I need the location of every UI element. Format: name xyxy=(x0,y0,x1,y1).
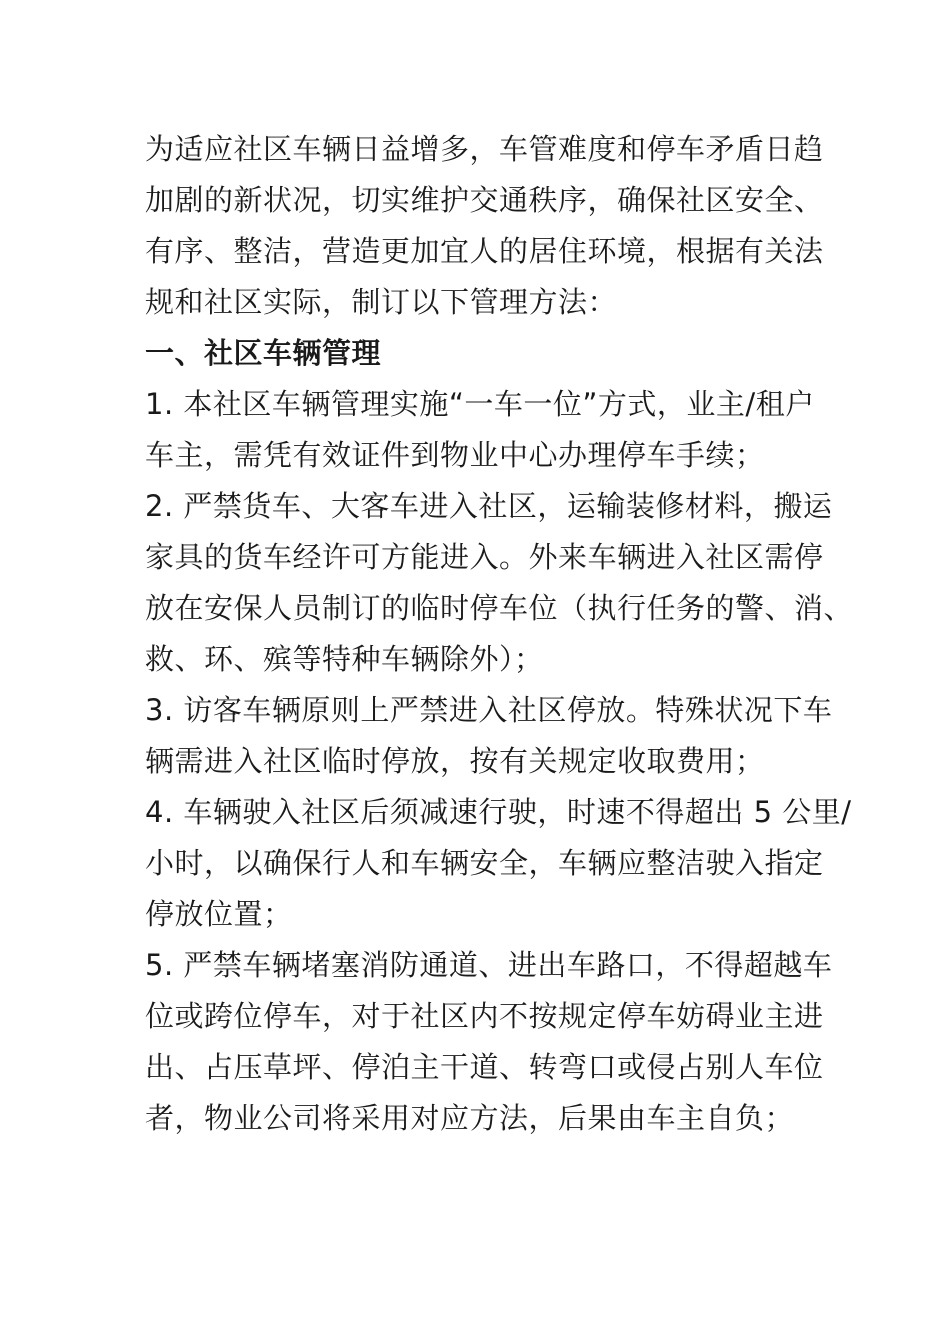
text-line: 者，物业公司将采用对应方法，后果由车主自负； xyxy=(145,1101,795,1135)
list-item xyxy=(145,481,854,685)
text-line: 停放位置； xyxy=(145,897,293,931)
text-line: 家具的货车经许可方能进入。外来车辆进入社区需停 xyxy=(145,540,824,574)
text-line: 规和社区实际，制订以下管理方法： xyxy=(145,285,618,319)
text-line: 2. 严禁货车、大客车进入社区，运输装修材料，搬运 xyxy=(145,489,833,523)
document-body xyxy=(145,124,854,1144)
text-line: 3. 访客车辆原则上严禁进入社区停放。特殊状况下车 xyxy=(145,693,833,727)
text-line: 救、环、殡等特种车辆除外）； xyxy=(145,642,544,676)
section-heading: 一、社区车辆管理 xyxy=(145,336,382,370)
text-line: 加剧的新状况，切实维护交通秩序，确保社区安全、 xyxy=(145,183,824,217)
text-line: 1. 本社区车辆管理实施“一车一位”方式，业主/租户 xyxy=(145,387,815,421)
text-line: 4. 车辆驶入社区后须减速行驶，时速不得超出 5 公里/ xyxy=(145,795,852,829)
text-line: 5. 严禁车辆堵塞消防通道、进出车路口，不得超越车 xyxy=(145,948,833,982)
text-line: 位或跨位停车，对于社区内不按规定停车妨碍业主进 xyxy=(145,999,824,1033)
list-item xyxy=(145,787,852,940)
text-line: 放在安保人员制订的临时停车位（执行任务的警、消、 xyxy=(145,591,854,625)
text-line: 车主，需凭有效证件到物业中心办理停车手续； xyxy=(145,438,765,472)
text-line: 辆需进入社区临时停放，按有关规定收取费用； xyxy=(145,744,765,778)
list-item xyxy=(145,940,833,1144)
list-item xyxy=(145,379,815,481)
section-1 xyxy=(145,328,854,1144)
list-item xyxy=(145,685,833,787)
text-line: 为适应社区车辆日益增多，车管难度和停车矛盾日趋 xyxy=(145,132,824,166)
text-line: 有序、整洁，营造更加宜人的居住环境，根据有关法 xyxy=(145,234,824,268)
text-line: 小时，以确保行人和车辆安全，车辆应整洁驶入指定 xyxy=(145,846,824,880)
intro-paragraph xyxy=(145,124,824,328)
text-line: 出、占压草坪、停泊主干道、转弯口或侵占别人车位 xyxy=(145,1050,824,1084)
